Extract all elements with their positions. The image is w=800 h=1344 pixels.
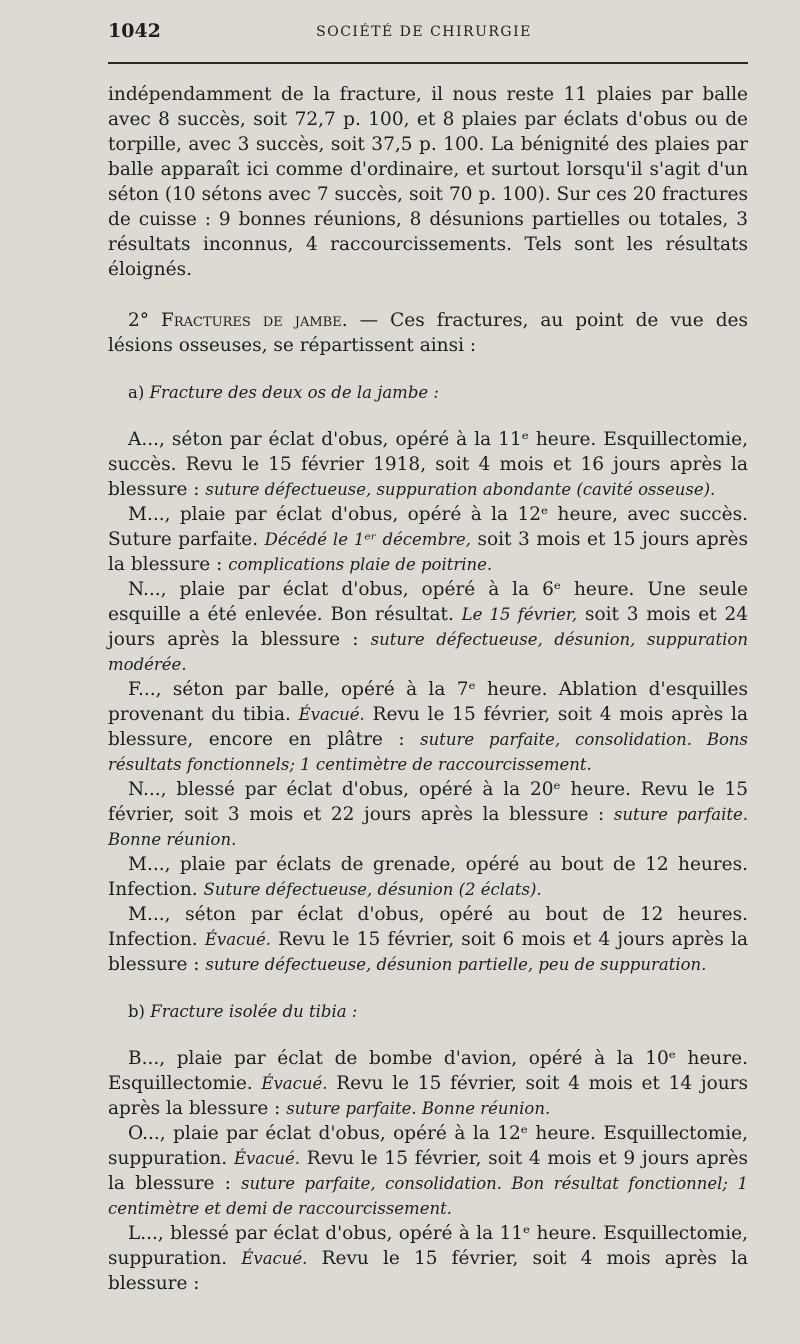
case-paragraph: M..., séton par éclat d'obus, opéré au bout de 12 heures. Infection. Évacué. Revu le 15 février, soit 6 mois et 4 jours après la blessure : suture défectueuse, désunion partielle, peu de suppuration.	[108, 904, 748, 975]
intro-paragraph: indépendamment de la fracture, il nous reste 11 plaies par balle avec 8 succès, soit 72,7 p. 100, et 8 plaies par éclats d'obus ou de torpille, avec 3 succès, soit 37,5 p. 100. La bénignité des plaies par balle apparaît ici comme d'ordinaire, et surtout lorsqu'il s'agit d'un séton (10 sétons avec 7 succès, soit 70 p. 100). Sur ces 20 fractures de cuisse : 9 bonnes réunions, 8 désunions partielles ou totales, 3 résultats inconnus, 4 raccourcissements. Tels sont les résultats éloignés.	[108, 84, 748, 280]
page-header	[108, 16, 740, 46]
case-paragraph: M..., plaie par éclats de grenade, opéré au bout de 12 heures. Infection. Suture défectueuse, désunion (2 éclats).	[108, 854, 748, 900]
case-paragraph: O..., plaie par éclat d'obus, opéré à la 12ᵉ heure. Esquillectomie, suppuration. Évacué. Revu le 15 février, soit 4 mois et 9 jours après la blessure : suture parfaite, consolidation. Bon résultat fonctionnel; 1 centimètre et demi de raccourcissement.	[108, 1123, 749, 1218]
subsection-b-heading	[108, 999, 748, 1024]
subsection-title: Fracture isolée du tibia :	[150, 1002, 358, 1021]
subsection-a-heading	[108, 380, 748, 405]
case-paragraph: N..., plaie par éclat d'obus, opéré à la 6ᵉ heure. Une seule esquille a été enlevée. Bon résultat. Le 15 février, soit 3 mois et 24 jours après la blessure : suture défectueuse, désunion, suppuration modérée.	[108, 579, 748, 674]
case-paragraph: A..., séton par éclat d'obus, opéré à la 11ᵉ heure. Esquillectomie, succès. Revu le 15 février 1918, soit 4 mois et 16 jours après la blessure : suture défectueuse, suppuration abondante (cavité osseuse).	[108, 429, 748, 500]
case-paragraph: N..., blessé par éclat d'obus, opéré à la 20ᵉ heure. Revu le 15 février, soit 3 mois et 22 jours après la blessure : suture parfaite. Bonne réunion.	[108, 779, 748, 849]
subsection-letter: a)	[128, 383, 145, 402]
page-number: 1042	[108, 20, 161, 42]
case-paragraph: M..., plaie par éclat d'obus, opéré à la 12ᵉ heure, avec succès. Suture parfaite. Décédé le 1ᵉʳ décembre, soit 3 mois et 15 jours après la blessure : complications plaie de poitrine.	[108, 504, 748, 575]
subsection-title: Fracture des deux os de la jambe :	[149, 383, 439, 402]
body-text	[108, 82, 748, 1296]
case-paragraph: B..., plaie par éclat de bombe d'avion, opéré à la 10ᵉ heure. Esquillectomie. Évacué. Revu le 15 février, soit 4 mois et 14 jours après la blessure : suture parfaite. Bonne réunion.	[108, 1048, 748, 1119]
section-text: — Ces fractures, au point de vue des lésions osseuses, se répartissent ainsi :	[108, 310, 748, 356]
section-title: Fractures de jambe.	[161, 310, 348, 331]
case-paragraph: F..., séton par balle, opéré à la 7ᵉ heure. Ablation d'esquilles provenant du tibia. Évacué. Revu le 15 février, soit 4 mois après la blessure, encore en plâtre : suture parfaite, consolidation. Bons résultats fonctionnels; 1 centimètre de raccourcissement.	[108, 679, 749, 774]
running-head: SOCIÉTÉ DE CHIRURGIE	[316, 24, 532, 40]
section-number: 2°	[128, 310, 150, 331]
section-heading	[108, 308, 748, 358]
header-rule	[108, 62, 748, 64]
case-paragraph: L..., blessé par éclat d'obus, opéré à la 11ᵉ heure. Esquillectomie, suppuration. Évacué. Revu le 15 février, soit 4 mois après la blessure :	[108, 1223, 749, 1294]
subsection-letter: b)	[128, 1002, 145, 1021]
